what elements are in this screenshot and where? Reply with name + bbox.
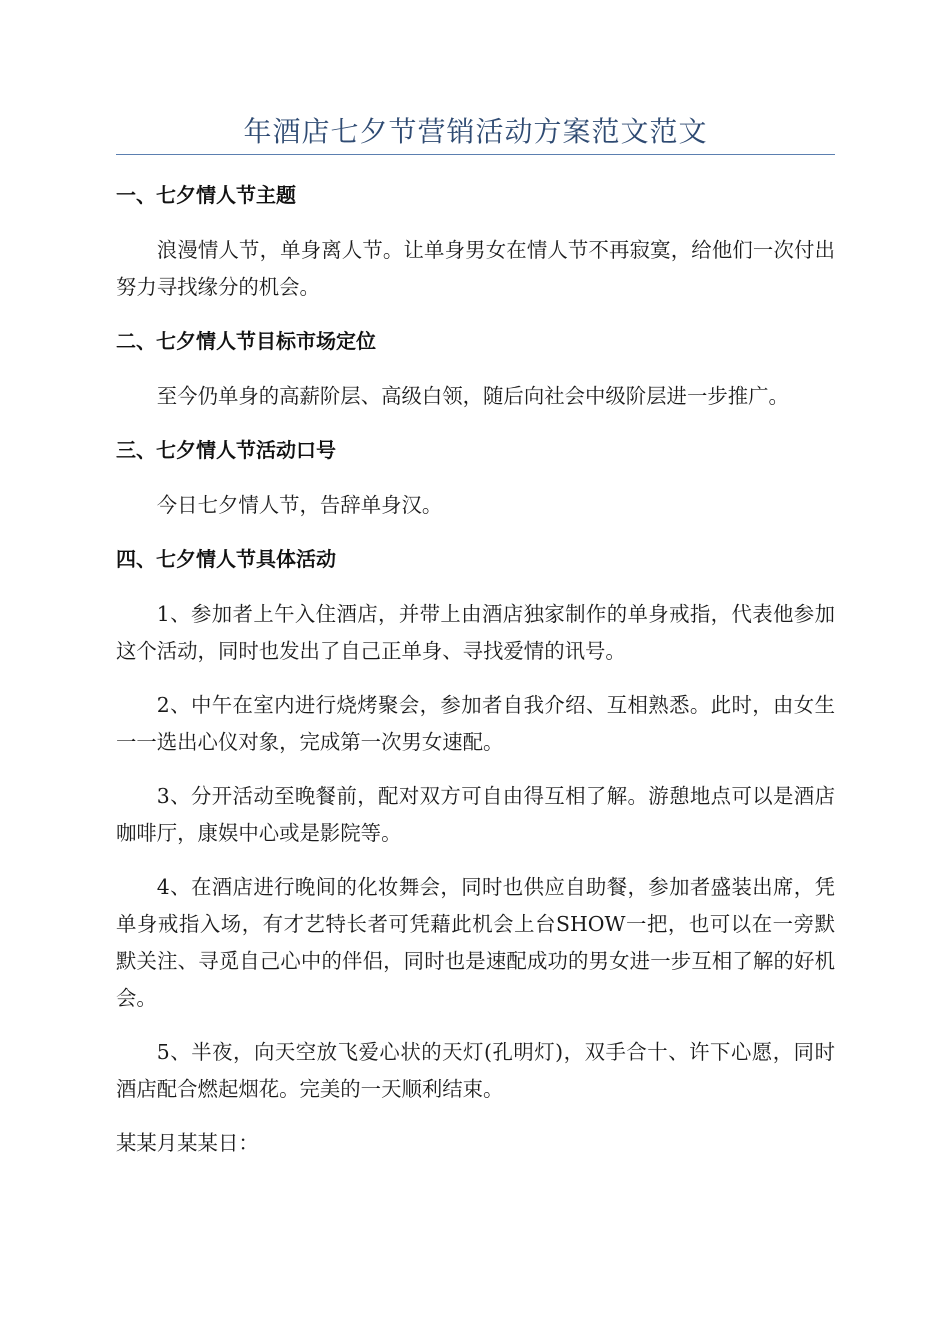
paragraph: 浪漫情人节，单身离人节。让单身男女在情人节不再寂寞，给他们一次付出努力寻找缘分的机会。 [116,238,835,299]
document-title: 年酒店七夕节营销活动方案范文范文 [116,0,835,155]
paragraph: 至今仍单身的高薪阶层、高级白领，随后向社会中级阶层进一步推广。 [156,384,789,408]
document-page [116,0,835,1161]
document-body [116,177,835,1161]
section-heading-theme: 一、七夕情人节主题 [116,183,296,207]
paragraph: 4、在酒店进行晚间的化妆舞会，同时也供应自助餐，参加者盛装出席，凭单身戒指入场，有才艺特长者可凭藉此机会上台SHOW一把，也可以在一旁默默关注、寻觅自己心中的伴侣，同时也是速配成功的男女进一步互相了解的好机会。 [116,875,835,1010]
section-heading-target-market: 二、七夕情人节目标市场定位 [116,329,376,353]
section-heading-activities: 四、七夕情人节具体活动 [116,547,336,571]
section-heading-slogan: 三、七夕情人节活动口号 [116,438,336,462]
paragraph: 3、分开活动至晚餐前，配对双方可自由得互相了解。游憩地点可以是酒店咖啡厅，康娱中心或是影院等。 [116,784,835,845]
paragraph: 今日七夕情人节，告辞单身汉。 [156,493,443,517]
paragraph: 2、中午在室内进行烧烤聚会，参加者自我介绍、互相熟悉。此时，由女生一一选出心仪对象，完成第一次男女速配。 [116,693,835,754]
paragraph: 1、参加者上午入住酒店，并带上由酒店独家制作的单身戒指，代表他参加这个活动，同时也发出了自己正单身、寻找爱情的讯号。 [116,602,835,663]
closing-date: 某某月某某日： [116,1131,259,1155]
paragraph: 5、半夜，向天空放飞爱心状的天灯(孔明灯)，双手合十、许下心愿，同时酒店配合燃起烟花。完美的一天顺利结束。 [116,1040,835,1101]
